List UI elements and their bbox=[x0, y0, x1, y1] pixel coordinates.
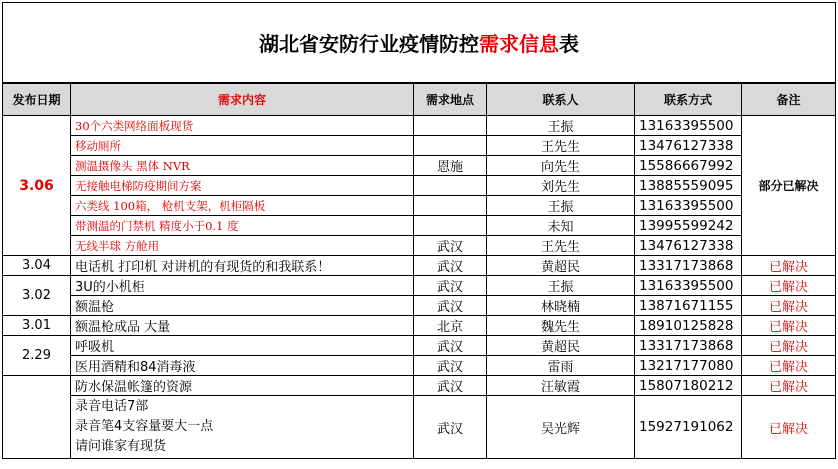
note-cell[interactable]: 已解决 bbox=[742, 376, 836, 396]
contact-cell[interactable]: 王先生 bbox=[487, 136, 635, 156]
content-cell[interactable]: 防水保温帐篷的资源 bbox=[71, 376, 414, 396]
date-cell: 3.01 bbox=[3, 316, 71, 336]
note-cell[interactable]: 已解决 bbox=[742, 336, 836, 356]
contact-cell[interactable]: 刘先生 bbox=[487, 176, 635, 196]
table-row bbox=[3, 196, 836, 216]
location-cell[interactable]: 武汉 bbox=[414, 396, 487, 459]
location-cell[interactable] bbox=[414, 136, 487, 156]
location-cell[interactable] bbox=[414, 196, 487, 216]
table-row bbox=[3, 216, 836, 236]
location-cell[interactable] bbox=[414, 216, 487, 236]
contact-cell[interactable]: 黄超民 bbox=[487, 256, 635, 276]
table-row bbox=[3, 236, 836, 256]
phone-cell[interactable]: 18910125828 bbox=[635, 316, 742, 336]
table-row bbox=[3, 296, 836, 316]
note-cell[interactable]: 已解决 bbox=[742, 296, 836, 316]
header-content: 需求内容 bbox=[71, 83, 414, 116]
contact-cell[interactable]: 向先生 bbox=[487, 156, 635, 176]
table-row bbox=[3, 116, 836, 136]
phone-cell[interactable]: 13871671155 bbox=[635, 296, 742, 316]
table-row bbox=[3, 276, 836, 296]
date-cell: 3.02 bbox=[3, 276, 71, 316]
content-cell[interactable]: 带测温的门禁机 精度小于0.1 度 bbox=[71, 216, 414, 236]
date-cell bbox=[3, 376, 71, 459]
location-cell[interactable]: 武汉 bbox=[414, 376, 487, 396]
title-highlight: 需求信息 bbox=[479, 32, 560, 56]
date-cell: 2.29 bbox=[3, 336, 71, 376]
table-row bbox=[3, 376, 836, 396]
contact-cell[interactable]: 汪敏霞 bbox=[487, 376, 635, 396]
note-cell[interactable]: 已解决 bbox=[742, 276, 836, 296]
contact-cell[interactable]: 王振 bbox=[487, 276, 635, 296]
header-note: 备注 bbox=[742, 83, 836, 116]
content-line: 录音电话7部 bbox=[75, 399, 149, 414]
table-row bbox=[3, 136, 836, 156]
date-cell: 3.04 bbox=[3, 256, 71, 276]
content-cell[interactable]: 呼吸机 bbox=[71, 336, 414, 356]
demand-table bbox=[2, 2, 836, 459]
phone-cell[interactable]: 13476127338 bbox=[635, 136, 742, 156]
phone-cell[interactable]: 13885559095 bbox=[635, 176, 742, 196]
sheet-title bbox=[3, 3, 836, 84]
contact-cell[interactable]: 王振 bbox=[487, 196, 635, 216]
contact-cell[interactable]: 魏先生 bbox=[487, 316, 635, 336]
content-cell[interactable]: 无接触电梯防疫期间方案 bbox=[71, 176, 414, 196]
content-line: 请问谁家有现货 bbox=[75, 439, 167, 454]
header-date: 发布日期 bbox=[3, 83, 71, 116]
phone-cell[interactable]: 13476127338 bbox=[635, 236, 742, 256]
table-row bbox=[3, 356, 836, 376]
content-line: 录音笔4支容量要大一点 bbox=[75, 419, 214, 434]
contact-cell[interactable]: 林晓楠 bbox=[487, 296, 635, 316]
content-cell[interactable] bbox=[71, 396, 414, 459]
table-row bbox=[3, 256, 836, 276]
phone-cell[interactable]: 15807180212 bbox=[635, 376, 742, 396]
header-phone: 联系方式 bbox=[635, 83, 742, 116]
contact-cell[interactable]: 雷雨 bbox=[487, 356, 635, 376]
location-cell[interactable]: 武汉 bbox=[414, 276, 487, 296]
title-part3: 表 bbox=[559, 32, 580, 56]
content-cell[interactable]: 30个六类网络面板现货 bbox=[71, 116, 414, 136]
contact-cell[interactable]: 吴光辉 bbox=[487, 396, 635, 459]
header-location: 需求地点 bbox=[414, 83, 487, 116]
note-cell[interactable]: 已解决 bbox=[742, 256, 836, 276]
content-cell[interactable]: 3U的小机柜 bbox=[71, 276, 414, 296]
content-cell[interactable]: 额温枪成品 大量 bbox=[71, 316, 414, 336]
content-cell[interactable]: 测温摄像头 黑体 NVR bbox=[71, 156, 414, 176]
contact-cell[interactable]: 未知 bbox=[487, 216, 635, 236]
note-cell[interactable]: 已解决 bbox=[742, 316, 836, 336]
note-cell[interactable]: 已解决 bbox=[742, 356, 836, 376]
phone-cell[interactable]: 15586667992 bbox=[635, 156, 742, 176]
location-cell[interactable] bbox=[414, 116, 487, 136]
note-cell[interactable]: 已解决 bbox=[742, 396, 836, 459]
title-part1: 湖北省安防行业疫情防控 bbox=[259, 32, 480, 56]
phone-cell[interactable]: 13163395500 bbox=[635, 116, 742, 136]
location-cell[interactable]: 武汉 bbox=[414, 296, 487, 316]
table-row bbox=[3, 156, 836, 176]
content-cell[interactable]: 医用酒精和84消毒液 bbox=[71, 356, 414, 376]
location-cell[interactable]: 武汉 bbox=[414, 236, 487, 256]
location-cell[interactable]: 武汉 bbox=[414, 336, 487, 356]
table-row bbox=[3, 396, 836, 459]
phone-cell[interactable]: 15927191062 bbox=[635, 396, 742, 459]
location-cell[interactable]: 恩施 bbox=[414, 156, 487, 176]
note-cell[interactable]: 部分已解决 bbox=[742, 116, 836, 256]
phone-cell[interactable]: 13163395500 bbox=[635, 276, 742, 296]
phone-cell[interactable]: 13217177080 bbox=[635, 356, 742, 376]
date-cell: 3.06 bbox=[3, 116, 71, 256]
location-cell[interactable]: 北京 bbox=[414, 316, 487, 336]
table-row bbox=[3, 176, 836, 196]
location-cell[interactable] bbox=[414, 176, 487, 196]
content-cell[interactable]: 无线半球 方舱用 bbox=[71, 236, 414, 256]
content-cell[interactable]: 额温枪 bbox=[71, 296, 414, 316]
content-cell[interactable]: 电话机 打印机 对讲机的有现货的和我联系！ bbox=[71, 256, 414, 276]
header-contact: 联系人 bbox=[487, 83, 635, 116]
contact-cell[interactable]: 王振 bbox=[487, 116, 635, 136]
location-cell[interactable]: 武汉 bbox=[414, 256, 487, 276]
table-row bbox=[3, 336, 836, 356]
phone-cell[interactable]: 13995599242 bbox=[635, 216, 742, 236]
contact-cell[interactable]: 黄超民 bbox=[487, 336, 635, 356]
content-cell[interactable]: 六类线 100箱， 枪机支架，机柜隔板 bbox=[71, 196, 414, 216]
contact-cell[interactable]: 王先生 bbox=[487, 236, 635, 256]
phone-cell[interactable]: 13317173868 bbox=[635, 336, 742, 356]
table-row bbox=[3, 316, 836, 336]
phone-cell[interactable]: 13317173868 bbox=[635, 256, 742, 276]
location-cell[interactable]: 武汉 bbox=[414, 356, 487, 376]
phone-cell[interactable]: 13163395500 bbox=[635, 196, 742, 216]
content-cell[interactable]: 移动厕所 bbox=[71, 136, 414, 156]
